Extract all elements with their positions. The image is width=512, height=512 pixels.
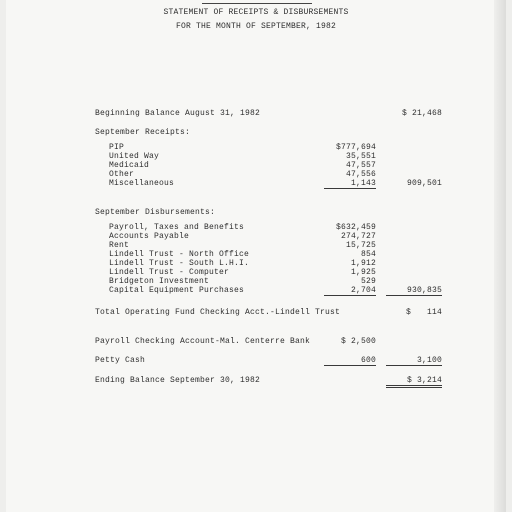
statement-title: STATEMENT OF RECEIPTS & DISBURSEMENTS — [163, 8, 349, 17]
receipts-total: 909,501 — [406, 179, 442, 188]
page-edge-shadow — [494, 0, 506, 512]
disbursement-label: Lindell Trust - South L.H.I. — [109, 259, 250, 268]
receipts-heading: September Receipts: — [95, 128, 191, 137]
disbursement-label: Payroll, Taxes and Benefits — [109, 223, 245, 232]
disbursement-label: Bridgeton Investment — [109, 277, 210, 286]
receipt-amount: $777,694 — [335, 143, 376, 152]
payroll-checking-label: Payroll Checking Account-Mal. Centerre Bank — [95, 337, 311, 346]
disbursement-amount: 15,725 — [345, 241, 376, 250]
operating-fund-dollar: $ — [406, 308, 412, 317]
receipt-amount: 1,143 — [324, 179, 376, 189]
petty-cash-label: Petty Cash — [95, 356, 146, 365]
operating-fund-label: Total Operating Fund Checking Acct.-Lindell Trust — [95, 308, 341, 317]
ending-balance-label: Ending Balance September 30, 1982 — [95, 376, 261, 385]
disbursement-label: Lindell Trust - Computer — [109, 268, 230, 277]
cash-accounts-total: 3,100 — [386, 356, 442, 366]
disbursement-label: Accounts Payable — [109, 232, 190, 241]
disbursement-amount: 1,912 — [350, 259, 376, 268]
receipt-amount: 35,551 — [345, 152, 376, 161]
disbursement-amount: 529 — [360, 277, 376, 286]
disbursement-label: Capital Equipment Purchases — [109, 286, 245, 295]
payroll-checking-amount: $ 2,500 — [340, 337, 376, 346]
disbursement-amount: 1,925 — [350, 268, 376, 277]
disbursement-amount: $632,459 — [335, 223, 376, 232]
disbursement-amount: 854 — [360, 250, 376, 259]
petty-cash-amount: 600 — [324, 356, 376, 366]
disbursement-label: Lindell Trust - North Office — [109, 250, 250, 259]
cut-off-header-rule — [202, 0, 312, 4]
disbursement-amount: 2,704 — [324, 286, 376, 296]
statement-page — [6, 0, 506, 512]
receipt-amount: 47,557 — [345, 161, 376, 170]
operating-fund-amount: 114 — [426, 308, 442, 317]
receipt-amount: 47,556 — [345, 170, 376, 179]
beginning-balance-amount: $ 21,468 — [401, 109, 442, 118]
statement-period: FOR THE MONTH OF SEPTEMBER, 1982 — [175, 22, 337, 31]
disbursement-amount: 274,727 — [340, 232, 376, 241]
receipt-label: Medicaid — [109, 161, 150, 170]
receipt-label: PIP — [109, 143, 125, 152]
receipt-label: Miscellaneous — [109, 179, 175, 188]
beginning-balance-label: Beginning Balance August 31, 1982 — [95, 109, 261, 118]
ending-balance-amount: $ 3,214 — [386, 376, 442, 388]
disbursements-heading: September Disbursements: — [95, 208, 216, 217]
disbursement-label: Rent — [109, 241, 130, 250]
receipt-label: Other — [109, 170, 135, 179]
disbursements-total: 930,835 — [386, 286, 442, 296]
receipt-label: United Way — [109, 152, 160, 161]
